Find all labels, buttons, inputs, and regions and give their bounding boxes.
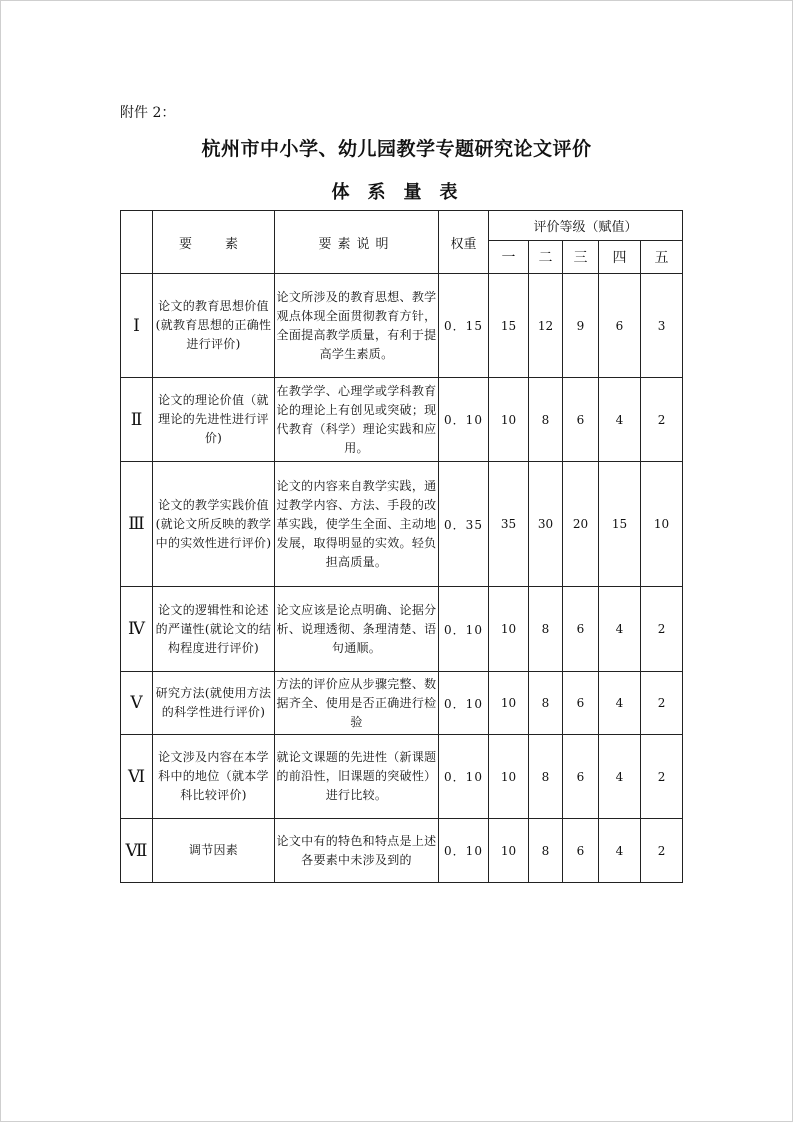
header-blank-cell: [121, 211, 153, 274]
row-explanation: 方法的评价应从步骤完整、数据齐全、使用是否正确进行检验: [275, 672, 439, 735]
header-element: 要 素: [153, 211, 275, 274]
row-score-3: 9: [563, 274, 599, 378]
row-score-2: 8: [529, 378, 563, 462]
header-grade-2: 二: [529, 241, 563, 274]
row-score-4: 4: [599, 587, 641, 672]
row-score-3: 20: [563, 462, 599, 587]
table-row: [121, 672, 683, 735]
row-element: 论文的理论价值（就理论的先进性进行评价): [153, 378, 275, 462]
row-score-5: 2: [641, 672, 683, 735]
row-weight: 0．10: [439, 378, 489, 462]
row-score-5: 2: [641, 587, 683, 672]
row-explanation: 就论文课题的先进性（新课题的前沿性，旧课题的突破性）进行比较。: [275, 735, 439, 819]
row-element: 论文的逻辑性和论述的严谨性(就论文的结构程度进行评价): [153, 587, 275, 672]
row-score-4: 4: [599, 735, 641, 819]
header-grade-5: 五: [641, 241, 683, 274]
row-element: 论文涉及内容在本学科中的地位（就本学科比较评价): [153, 735, 275, 819]
row-score-3: 6: [563, 378, 599, 462]
row-score-2: 8: [529, 672, 563, 735]
header-grade-4: 四: [599, 241, 641, 274]
row-roman: Ⅲ: [121, 462, 153, 587]
row-score-2: 8: [529, 587, 563, 672]
document-title: 杭州市中小学、幼儿园教学专题研究论文评价: [201, 138, 592, 160]
row-score-4: 4: [599, 672, 641, 735]
header-grade-1: 一: [489, 241, 529, 274]
table-row: [121, 735, 683, 819]
row-element: 论文的教学实践价值(就论文所反映的教学中的实效性进行评价): [153, 462, 275, 587]
row-roman: Ⅵ: [121, 735, 153, 819]
row-roman: Ⅱ: [121, 378, 153, 462]
row-explanation: 在教学学、心理学或学科教育论的理论上有创见或突破；现代教育（科学）理论实践和应用。: [275, 378, 439, 462]
row-score-5: 2: [641, 735, 683, 819]
row-roman: Ⅶ: [121, 819, 153, 883]
row-weight: 0．10: [439, 587, 489, 672]
header-grade-3: 三: [563, 241, 599, 274]
row-explanation: 论文应该是论点明确、论据分析、说理透彻、条理清楚、语句通顺。: [275, 587, 439, 672]
row-score-3: 6: [563, 587, 599, 672]
row-score-3: 6: [563, 672, 599, 735]
row-score-2: 30: [529, 462, 563, 587]
row-explanation: 论文的内容来自教学实践，通过教学内容、方法、手段的改革实践，使学生全面、主动地发展，取得明显的实效。轻负担高质量。: [275, 462, 439, 587]
row-weight: 0．10: [439, 735, 489, 819]
row-element: 论文的教育思想价值(就教育思想的正确性进行评价): [153, 274, 275, 378]
row-score-3: 6: [563, 819, 599, 883]
row-score-1: 10: [489, 378, 529, 462]
row-score-1: 10: [489, 672, 529, 735]
header-weight: 权重: [439, 211, 489, 274]
row-weight: 0．35: [439, 462, 489, 587]
row-explanation: 论文中有的特色和特点是上述各要素中未涉及到的: [275, 819, 439, 883]
row-element: 调节因素: [153, 819, 275, 883]
document-subtitle: 体系量表: [331, 182, 476, 203]
table-row: [121, 274, 683, 378]
row-score-4: 4: [599, 378, 641, 462]
row-score-5: 2: [641, 378, 683, 462]
row-score-5: 3: [641, 274, 683, 378]
row-score-1: 10: [489, 819, 529, 883]
row-weight: 0．15: [439, 274, 489, 378]
row-score-3: 6: [563, 735, 599, 819]
table-row: [121, 819, 683, 883]
row-roman: Ⅳ: [121, 587, 153, 672]
evaluation-table: [120, 210, 683, 883]
table-row: [121, 378, 683, 462]
row-score-1: 35: [489, 462, 529, 587]
table-row: [121, 587, 683, 672]
row-weight: 0．10: [439, 819, 489, 883]
row-score-4: 15: [599, 462, 641, 587]
row-roman: Ⅴ: [121, 672, 153, 735]
row-weight: 0．10: [439, 672, 489, 735]
row-score-2: 8: [529, 819, 563, 883]
attachment-label: 附件 2：: [120, 105, 176, 121]
row-score-4: 4: [599, 819, 641, 883]
row-explanation: 论文所涉及的教育思想、教学观点体现全面贯彻教育方针，全面提高教学质量，有利于提高学生素质。: [275, 274, 439, 378]
row-score-1: 10: [489, 735, 529, 819]
row-score-4: 6: [599, 274, 641, 378]
row-score-2: 12: [529, 274, 563, 378]
row-score-1: 10: [489, 587, 529, 672]
row-score-5: 2: [641, 819, 683, 883]
header-explanation: 要素说明: [275, 211, 439, 274]
row-element: 研究方法(就使用方法的科学性进行评价): [153, 672, 275, 735]
header-grade-group: 评价等级（赋值）: [489, 211, 683, 241]
table-row: [121, 462, 683, 587]
row-roman: Ⅰ: [121, 274, 153, 378]
row-score-2: 8: [529, 735, 563, 819]
row-score-1: 15: [489, 274, 529, 378]
row-score-5: 10: [641, 462, 683, 587]
